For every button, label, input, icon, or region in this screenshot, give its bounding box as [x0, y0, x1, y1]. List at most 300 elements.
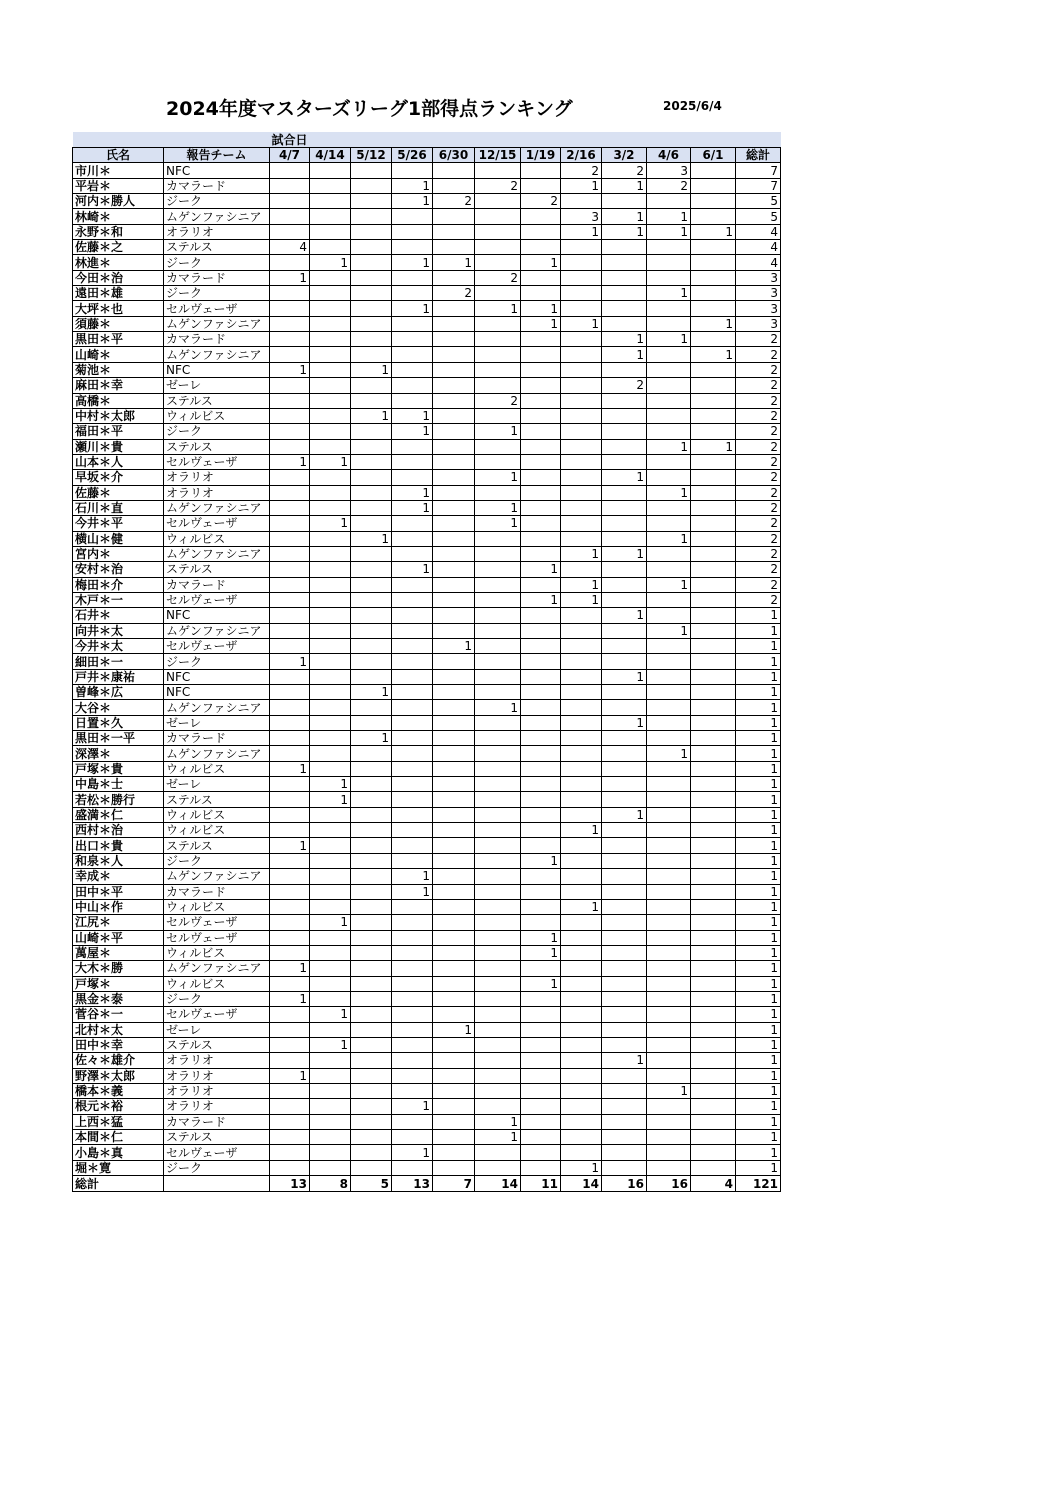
goal-cell: [691, 685, 736, 700]
goal-cell: [691, 178, 736, 193]
team-header: 報告チーム: [164, 148, 270, 163]
goal-cell: [351, 194, 392, 209]
goal-cell: [691, 930, 736, 945]
table-row: [73, 546, 781, 561]
goal-cell: [521, 1083, 561, 1098]
goal-cell: 1: [270, 761, 310, 776]
goal-cell: [310, 562, 351, 577]
row-total: 1: [736, 838, 781, 853]
goal-cell: [561, 531, 602, 546]
table-row: [73, 316, 781, 331]
goal-cell: [602, 408, 647, 423]
goal-cell: [351, 592, 392, 607]
goal-cell: [310, 930, 351, 945]
team-name: ゼーレ: [164, 378, 270, 393]
goal-cell: [521, 209, 561, 224]
goal-cell: [310, 347, 351, 362]
row-total: 2: [736, 362, 781, 377]
goal-cell: [647, 316, 691, 331]
table-row: [73, 869, 781, 884]
goal-cell: [691, 393, 736, 408]
goal-cell: 1: [392, 301, 433, 316]
goal-cell: [602, 853, 647, 868]
goal-cell: [602, 1099, 647, 1114]
goal-cell: 1: [602, 178, 647, 193]
goal-cell: [691, 761, 736, 776]
goal-cell: 1: [647, 286, 691, 301]
goal-cell: [561, 1037, 602, 1052]
goal-cell: [602, 286, 647, 301]
goal-cell: [561, 792, 602, 807]
goal-cell: [351, 639, 392, 654]
goal-cell: [351, 807, 392, 822]
goal-cell: [691, 976, 736, 991]
column-total: 13: [270, 1176, 310, 1192]
player-name: 戸塚＊: [73, 976, 164, 991]
player-name: 中島＊士: [73, 777, 164, 792]
table-row: [73, 1053, 781, 1068]
goal-cell: [433, 1037, 475, 1052]
goal-cell: [270, 347, 310, 362]
goal-cell: 1: [602, 546, 647, 561]
player-name: 林崎＊: [73, 209, 164, 224]
goal-cell: 2: [433, 286, 475, 301]
team-name: セルヴェーザ: [164, 1145, 270, 1160]
goal-cell: [561, 654, 602, 669]
goal-cell: [691, 945, 736, 960]
goal-cell: [521, 286, 561, 301]
goal-cell: 1: [392, 1145, 433, 1160]
team-name: ウィルビス: [164, 408, 270, 423]
player-name: 安村＊治: [73, 562, 164, 577]
goal-cell: [351, 163, 392, 178]
goal-cell: [691, 209, 736, 224]
goal-cell: [475, 592, 521, 607]
goal-cell: [310, 378, 351, 393]
goal-cell: 1: [561, 823, 602, 838]
goal-cell: [475, 209, 521, 224]
goal-cell: [270, 899, 310, 914]
team-name: ゼーレ: [164, 777, 270, 792]
player-name: 中村＊太郎: [73, 408, 164, 423]
goal-cell: [561, 1114, 602, 1129]
column-total: 7: [433, 1176, 475, 1192]
goal-cell: [521, 470, 561, 485]
goal-cell: [647, 1114, 691, 1129]
goal-cell: [351, 1083, 392, 1098]
goal-cell: [475, 807, 521, 822]
goal-cell: [561, 332, 602, 347]
goal-cell: [310, 546, 351, 561]
goal-cell: 1: [647, 224, 691, 239]
goal-cell: [351, 1068, 392, 1083]
goal-cell: 1: [392, 424, 433, 439]
player-name: 小島＊真: [73, 1145, 164, 1160]
player-name: 日置＊久: [73, 715, 164, 730]
goal-cell: 1: [647, 531, 691, 546]
goal-cell: [392, 792, 433, 807]
goal-cell: 1: [351, 731, 392, 746]
goal-cell: [433, 577, 475, 592]
goal-cell: [433, 592, 475, 607]
goal-cell: [351, 991, 392, 1006]
team-name: ウィルビス: [164, 976, 270, 991]
goal-cell: [475, 1037, 521, 1052]
goal-cell: [310, 976, 351, 991]
goal-cell: [521, 347, 561, 362]
goal-cell: [433, 1160, 475, 1175]
goal-cell: [602, 1037, 647, 1052]
goal-cell: 1: [602, 224, 647, 239]
goal-cell: [310, 500, 351, 515]
goal-cell: [647, 270, 691, 285]
goal-cell: [521, 454, 561, 469]
table-row: [73, 347, 781, 362]
player-name: 石井＊: [73, 608, 164, 623]
goal-cell: [392, 362, 433, 377]
table-row: [73, 623, 781, 638]
goal-cell: [561, 194, 602, 209]
goal-cell: 1: [475, 700, 521, 715]
team-name: NFC: [164, 669, 270, 684]
row-total: 2: [736, 500, 781, 515]
goal-cell: [521, 884, 561, 899]
goal-cell: [351, 945, 392, 960]
goal-cell: 1: [351, 685, 392, 700]
goal-cell: [602, 393, 647, 408]
goal-cell: [691, 915, 736, 930]
team-name: セルヴェーザ: [164, 516, 270, 531]
goal-cell: 1: [475, 516, 521, 531]
goal-cell: [270, 1114, 310, 1129]
goal-cell: [392, 270, 433, 285]
goal-cell: [270, 685, 310, 700]
table-row: [73, 1007, 781, 1022]
row-total: 2: [736, 592, 781, 607]
goal-cell: [691, 746, 736, 761]
goal-cell: [647, 869, 691, 884]
goal-cell: [310, 731, 351, 746]
player-name: 須藤＊: [73, 316, 164, 331]
footer-label: 総計: [73, 1176, 164, 1192]
goal-cell: [351, 823, 392, 838]
goal-cell: [270, 332, 310, 347]
team-name: ジーク: [164, 424, 270, 439]
goal-cell: [351, 1130, 392, 1145]
goal-cell: [433, 224, 475, 239]
goal-cell: [351, 961, 392, 976]
goal-cell: [561, 362, 602, 377]
row-total: 5: [736, 194, 781, 209]
table-row: [73, 1145, 781, 1160]
goal-cell: [475, 546, 521, 561]
row-total: 1: [736, 945, 781, 960]
goal-cell: [647, 669, 691, 684]
goal-cell: [521, 792, 561, 807]
goal-cell: 1: [475, 301, 521, 316]
goal-cell: [647, 792, 691, 807]
goal-cell: [475, 915, 521, 930]
table-row: [73, 669, 781, 684]
goal-cell: [602, 623, 647, 638]
table-row: [73, 761, 781, 776]
goal-cell: [270, 715, 310, 730]
column-total: 16: [602, 1176, 647, 1192]
team-name: ステルス: [164, 562, 270, 577]
table-row: [73, 163, 781, 178]
row-total: 1: [736, 1114, 781, 1129]
goal-cell: [392, 577, 433, 592]
goal-cell: [392, 807, 433, 822]
goal-cell: [310, 945, 351, 960]
date-header: 5/26: [392, 148, 433, 163]
goal-cell: [351, 1114, 392, 1129]
goal-cell: 1: [392, 884, 433, 899]
goal-cell: [310, 823, 351, 838]
goal-cell: [561, 961, 602, 976]
goal-cell: 1: [647, 1083, 691, 1098]
goal-cell: [475, 715, 521, 730]
goal-cell: [392, 1114, 433, 1129]
goal-cell: [475, 930, 521, 945]
team-name: オラリオ: [164, 485, 270, 500]
table-row: [73, 286, 781, 301]
goal-cell: [475, 761, 521, 776]
goal-cell: [521, 1068, 561, 1083]
goal-cell: [647, 362, 691, 377]
goal-cell: [392, 224, 433, 239]
table-row: [73, 991, 781, 1006]
team-name: カマラード: [164, 1114, 270, 1129]
goal-cell: 1: [561, 316, 602, 331]
goal-cell: [433, 838, 475, 853]
player-name: 梅田＊介: [73, 577, 164, 592]
goal-cell: [392, 286, 433, 301]
player-name: 遠田＊雄: [73, 286, 164, 301]
goal-cell: [433, 608, 475, 623]
goal-cell: [602, 577, 647, 592]
row-total: 2: [736, 485, 781, 500]
table-row: [73, 899, 781, 914]
goal-cell: 1: [475, 500, 521, 515]
goal-cell: [433, 991, 475, 1006]
goal-cell: 1: [475, 1130, 521, 1145]
row-total: 2: [736, 347, 781, 362]
goal-cell: 1: [433, 255, 475, 270]
goal-cell: [392, 316, 433, 331]
goal-cell: [521, 669, 561, 684]
team-name: ウィルビス: [164, 531, 270, 546]
goal-cell: [475, 531, 521, 546]
row-total: 1: [736, 930, 781, 945]
row-total: 1: [736, 807, 781, 822]
table-row: [73, 715, 781, 730]
goal-cell: 1: [561, 1160, 602, 1175]
goal-cell: [521, 393, 561, 408]
goal-cell: 1: [270, 991, 310, 1006]
goal-cell: [602, 240, 647, 255]
goal-cell: [475, 240, 521, 255]
goal-cell: 3: [647, 163, 691, 178]
goal-cell: [392, 332, 433, 347]
goal-cell: [351, 485, 392, 500]
goal-cell: 2: [561, 163, 602, 178]
player-name: 福田＊平: [73, 424, 164, 439]
table-row: [73, 976, 781, 991]
goal-cell: [521, 1022, 561, 1037]
goal-cell: [351, 1007, 392, 1022]
goal-cell: [647, 301, 691, 316]
goal-cell: [647, 470, 691, 485]
goal-cell: [647, 838, 691, 853]
goal-cell: [351, 516, 392, 531]
goal-cell: [310, 470, 351, 485]
goal-cell: [270, 592, 310, 607]
table-row: [73, 332, 781, 347]
goal-cell: [310, 1022, 351, 1037]
team-name: ステルス: [164, 792, 270, 807]
row-total: 1: [736, 623, 781, 638]
goal-cell: [475, 362, 521, 377]
team-name: ステルス: [164, 240, 270, 255]
goal-cell: [561, 608, 602, 623]
goal-cell: [392, 1130, 433, 1145]
player-name: 江尻＊: [73, 915, 164, 930]
goal-cell: [392, 546, 433, 561]
row-total: 1: [736, 1053, 781, 1068]
goal-cell: 1: [561, 592, 602, 607]
goal-cell: 1: [270, 454, 310, 469]
goal-cell: [561, 1099, 602, 1114]
goal-cell: [270, 470, 310, 485]
goal-cell: 1: [433, 639, 475, 654]
goal-cell: [310, 1068, 351, 1083]
goal-cell: 1: [602, 715, 647, 730]
goal-cell: [433, 961, 475, 976]
goal-cell: [351, 715, 392, 730]
row-total: 1: [736, 884, 781, 899]
table-row: [73, 961, 781, 976]
goal-cell: [561, 286, 602, 301]
team-name: ムゲンファシニア: [164, 316, 270, 331]
goal-cell: 1: [647, 332, 691, 347]
goal-cell: [270, 746, 310, 761]
goal-cell: [475, 961, 521, 976]
goal-cell: [392, 516, 433, 531]
goal-cell: [691, 592, 736, 607]
goal-cell: [691, 807, 736, 822]
row-total: 3: [736, 301, 781, 316]
goal-cell: [475, 639, 521, 654]
goal-cell: [475, 731, 521, 746]
goal-cell: [270, 1130, 310, 1145]
goal-cell: [602, 823, 647, 838]
goal-cell: [691, 362, 736, 377]
goal-cell: [392, 991, 433, 1006]
goal-cell: [561, 700, 602, 715]
goal-cell: [561, 731, 602, 746]
goal-cell: [270, 807, 310, 822]
table-row: [73, 608, 781, 623]
column-total: 14: [475, 1176, 521, 1192]
table-row: [73, 516, 781, 531]
date-header: 3/2: [602, 148, 647, 163]
goal-cell: [602, 685, 647, 700]
goal-cell: [521, 378, 561, 393]
goal-cell: [521, 715, 561, 730]
goal-cell: 1: [647, 439, 691, 454]
goal-cell: [602, 270, 647, 285]
goal-cell: [310, 1053, 351, 1068]
goal-cell: [561, 991, 602, 1006]
goal-cell: [351, 869, 392, 884]
goal-cell: [521, 869, 561, 884]
goal-cell: [561, 976, 602, 991]
player-name: 堀＊寛: [73, 1160, 164, 1175]
goal-cell: [647, 639, 691, 654]
goal-cell: [433, 915, 475, 930]
goal-cell: [392, 853, 433, 868]
goal-cell: [433, 1068, 475, 1083]
goal-cell: 1: [270, 1068, 310, 1083]
goal-cell: [647, 1130, 691, 1145]
goal-cell: [433, 715, 475, 730]
goal-cell: 2: [521, 194, 561, 209]
row-total: 1: [736, 761, 781, 776]
goal-cell: [475, 378, 521, 393]
goal-cell: [270, 408, 310, 423]
goal-cell: 1: [521, 562, 561, 577]
row-total: 2: [736, 408, 781, 423]
goal-cell: 1: [475, 424, 521, 439]
goal-cell: [691, 1037, 736, 1052]
goal-cell: [270, 255, 310, 270]
goal-cell: [691, 500, 736, 515]
table-row: [73, 255, 781, 270]
goal-cell: [270, 792, 310, 807]
goal-cell: 1: [392, 178, 433, 193]
goal-cell: [561, 884, 602, 899]
goal-cell: [475, 838, 521, 853]
goal-cell: [351, 623, 392, 638]
team-name: オラリオ: [164, 1083, 270, 1098]
table-row: [73, 1099, 781, 1114]
row-total: 4: [736, 255, 781, 270]
goal-cell: [521, 1099, 561, 1114]
goal-cell: [433, 270, 475, 285]
goal-cell: 1: [392, 408, 433, 423]
goal-cell: [561, 1083, 602, 1098]
goal-cell: [351, 608, 392, 623]
goal-cell: [392, 347, 433, 362]
goal-cell: [602, 838, 647, 853]
table-row: [73, 500, 781, 515]
header-row: [73, 148, 781, 163]
team-name: ウィルビス: [164, 807, 270, 822]
goal-cell: 1: [561, 546, 602, 561]
team-name: NFC: [164, 608, 270, 623]
goal-cell: [647, 378, 691, 393]
goal-cell: [351, 470, 392, 485]
goal-cell: 1: [433, 1022, 475, 1037]
goal-cell: [433, 500, 475, 515]
goal-cell: [433, 316, 475, 331]
player-name: 麻田＊幸: [73, 378, 164, 393]
goal-cell: [270, 1083, 310, 1098]
goal-cell: [691, 608, 736, 623]
row-total: 1: [736, 654, 781, 669]
player-name: 向井＊太: [73, 623, 164, 638]
